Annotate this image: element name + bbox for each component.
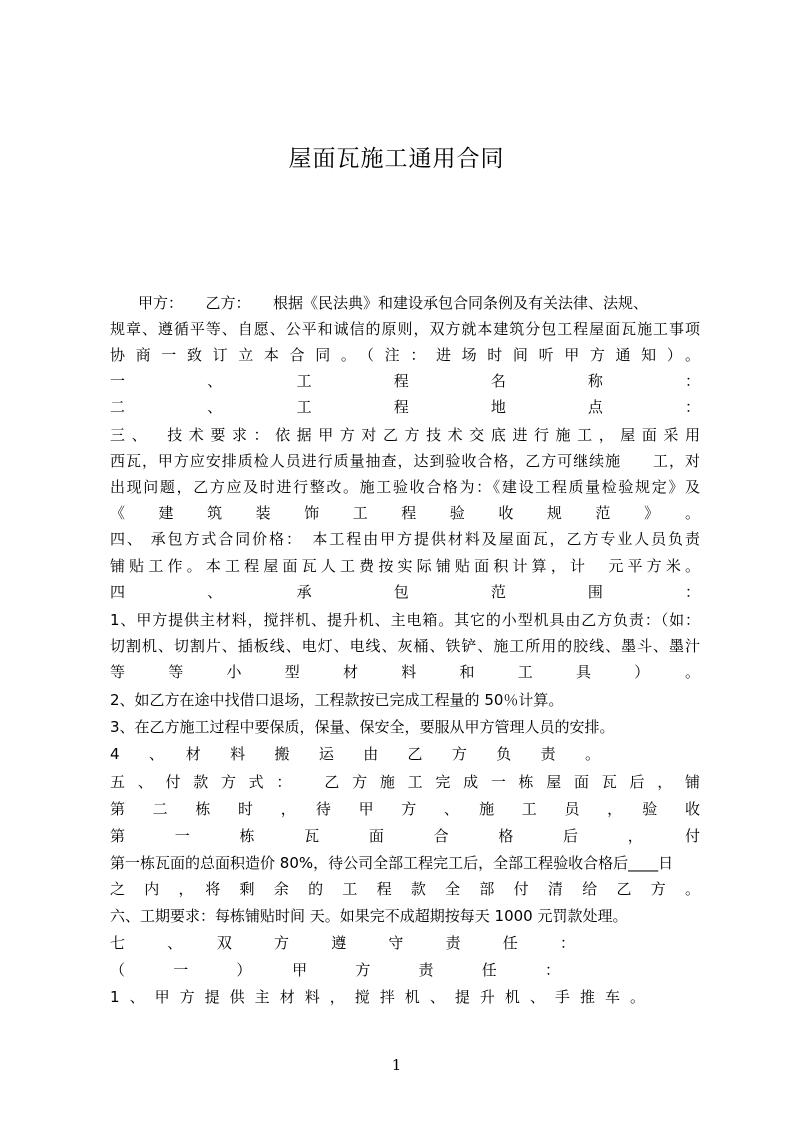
paragraph-line: 二 、 工 程 地 点 ： bbox=[110, 398, 700, 416]
paragraph-line: 4 、 材 料 搬 运 由 乙 方 负 责 。 bbox=[110, 745, 600, 763]
paragraph-line: 六、工期要求：每栋铺贴时间 天。如果完不成超期按每天 1000 元罚款处理。 bbox=[110, 907, 628, 925]
page-title: 屋面瓦施工通用合同 bbox=[288, 146, 505, 172]
paragraph-line: 3、在乙方施工过程中要保质，保量、保安全，要服从甲方管理人员的安排。 bbox=[110, 718, 615, 736]
paragraph-line: 四 、 承 包 范 围 ： bbox=[110, 583, 700, 601]
paragraph-line: 七 、 双 方 遵 守 责 任 ： bbox=[110, 934, 575, 952]
paragraph-line: 第一栋瓦面的总面积造价 80%，待公司全部工程完工后，全部工程验收合格后____日 bbox=[110, 854, 674, 872]
paragraph-line: 等 等 小 型 材 料 和 工 具 ） 。 bbox=[110, 663, 700, 681]
paragraph-line: 三、 技术要求：依据甲方对乙方技术交底进行施工，屋面采用 bbox=[110, 426, 700, 444]
paragraph-line: 四、 承包方式合同价格： 本工程由甲方提供材料及屋面瓦，乙方专业人员负责 bbox=[110, 530, 700, 548]
paragraph-line: 之 内 ， 将 剩 余 的 工 程 款 全 部 付 清 给 乙 方 。 bbox=[110, 880, 700, 898]
paragraph-line: 第 一 栋 瓦 面 合 格 后 ， 付 bbox=[110, 827, 700, 845]
paragraph-line: 第 二 栋 时 ， 待 甲 方 、 施 工 员 ， 验 收 bbox=[110, 800, 700, 818]
paragraph-line: 甲方： 乙方： 根据《民法典》和建设承包合同条例及有关法律、法规、 bbox=[138, 294, 649, 312]
paragraph-line: 规章、遵循平等、自愿、公平和诚信的原则，双方就本建筑分包工程屋面瓦施工事项 bbox=[110, 320, 700, 338]
paragraph-line: 协商一致订立本合同。（注：进场时间听甲方通知）。 bbox=[110, 346, 700, 364]
paragraph-line: （ 一 ） 甲 方 责 任 ： bbox=[110, 961, 560, 979]
paragraph-line: 出现问题，乙方应及时进行整改。施工验收合格为：《建设工程质量检验规定》及 bbox=[110, 478, 700, 496]
paragraph-line: 2、如乙方在途中找借口退场，工程款按已完成工程量的 50％计算。 bbox=[110, 691, 564, 709]
paragraph-line: 1、甲方提供主材料，搅拌机、提升机、主电箱。其它的小型机具由乙方负责：（如： bbox=[110, 611, 700, 629]
page-number: 1 bbox=[391, 1056, 402, 1074]
paragraph-line: 《 建 筑 装 饰 工 程 验 收 规 范 》 。 bbox=[110, 504, 700, 522]
paragraph-line: 五、付款方式： 乙方施工完成一栋屋面瓦后，铺 bbox=[110, 773, 700, 791]
paragraph-line: 切割机、切割片、插板线、电灯、电线、灰桶、铁铲、施工所用的胶线、墨斗、墨汁 bbox=[110, 637, 700, 655]
paragraph-line: 1、甲方提供主材料，搅拌机、提升机、手推车。 bbox=[110, 988, 645, 1006]
paragraph-line: 铺贴工作。本工程屋面瓦人工费按实际铺贴面积计算，计 元平方米。 bbox=[110, 557, 700, 575]
paragraph-line: 西瓦，甲方应安排质检人员进行质量抽查，达到验收合格，乙方可继续施 工，对 bbox=[110, 452, 700, 470]
paragraph-line: 一 、 工 程 名 称 ： bbox=[110, 372, 700, 390]
